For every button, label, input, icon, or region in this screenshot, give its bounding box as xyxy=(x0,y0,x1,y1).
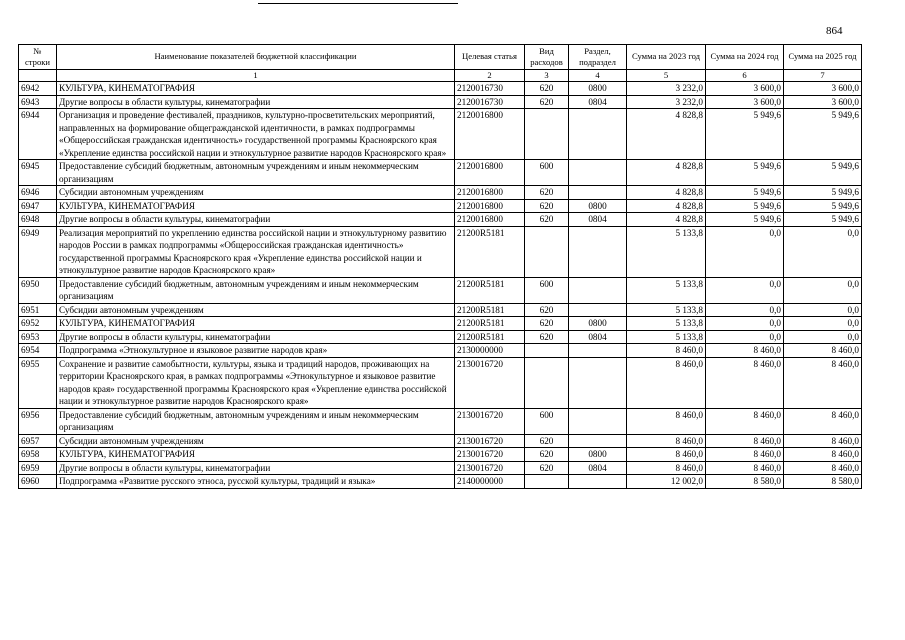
table-row xyxy=(19,357,862,408)
row-expense-type: 620 xyxy=(525,186,569,200)
row-section: 0800 xyxy=(569,317,627,331)
row-number: 6947 xyxy=(19,199,57,213)
row-section xyxy=(569,277,627,303)
row-sum-2025: 8 460,0 xyxy=(784,408,862,434)
row-target-article: 2120016800 xyxy=(455,160,525,186)
row-sum-2024: 0,0 xyxy=(706,330,784,344)
row-target-article: 2120016800 xyxy=(455,213,525,227)
row-sum-2024: 0,0 xyxy=(706,317,784,331)
row-number: 6953 xyxy=(19,330,57,344)
row-expense-type: 620 xyxy=(525,448,569,462)
header-sum-2023: Сумма на 2023 год xyxy=(627,45,706,70)
column-number: 6 xyxy=(706,70,784,82)
row-target-article: 2120016800 xyxy=(455,109,525,160)
table-row xyxy=(19,303,862,317)
table-row xyxy=(19,95,862,109)
row-target-article: 21200R5181 xyxy=(455,303,525,317)
row-section xyxy=(569,357,627,408)
column-number: 5 xyxy=(627,70,706,82)
row-sum-2025: 8 460,0 xyxy=(784,461,862,475)
row-number: 6950 xyxy=(19,277,57,303)
row-number: 6951 xyxy=(19,303,57,317)
row-sum-2025: 8 460,0 xyxy=(784,434,862,448)
row-number: 6954 xyxy=(19,344,57,358)
row-name: Субсидии автономным учреждениям xyxy=(57,434,455,448)
table-row xyxy=(19,344,862,358)
row-expense-type: 620 xyxy=(525,317,569,331)
row-target-article: 2130000000 xyxy=(455,344,525,358)
budget-table xyxy=(18,44,862,489)
row-sum-2024: 8 460,0 xyxy=(706,448,784,462)
table-row xyxy=(19,317,862,331)
row-target-article: 21200R5181 xyxy=(455,226,525,277)
row-sum-2023: 3 232,0 xyxy=(627,82,706,96)
row-name: Реализация мероприятий по укреплению единства российской нации и этнокультурному развитию народов России в рамках подпрограммы «Общероссийская гражданская идентичность» государственной программы Красноярского края «Укрепление единства российской нации и этнокультурное развитие народов Красноярского края» xyxy=(57,226,455,277)
row-sum-2023: 4 828,8 xyxy=(627,199,706,213)
row-name: Подпрограмма «Развитие русского этноса, русской культуры, традиций и языка» xyxy=(57,475,455,489)
row-section xyxy=(569,109,627,160)
row-name: Сохранение и развитие самобытности, культуры, языка и традиций народов, проживающих на территории Красноярского края, в рамках подпрограммы «Этнокультурное и языковое развитие народов края» государственной программы Красноярского края «Укрепление единства российской нации и этнокультурное развитие народов Красноярского края» xyxy=(57,357,455,408)
header-razdel: Раздел, подраздел xyxy=(569,45,627,70)
row-section xyxy=(569,475,627,489)
row-section xyxy=(569,160,627,186)
row-sum-2025: 5 949,6 xyxy=(784,109,862,160)
row-number: 6960 xyxy=(19,475,57,489)
row-sum-2024: 8 580,0 xyxy=(706,475,784,489)
row-sum-2024: 3 600,0 xyxy=(706,95,784,109)
row-sum-2023: 5 133,8 xyxy=(627,317,706,331)
header-vid: Вид расходов xyxy=(525,45,569,70)
row-target-article: 2120016800 xyxy=(455,186,525,200)
row-expense-type: 620 xyxy=(525,434,569,448)
row-target-article: 21200R5181 xyxy=(455,277,525,303)
row-name: Другие вопросы в области культуры, кинематографии xyxy=(57,330,455,344)
row-sum-2024: 8 460,0 xyxy=(706,408,784,434)
table-row xyxy=(19,213,862,227)
row-sum-2025: 3 600,0 xyxy=(784,95,862,109)
row-section: 0800 xyxy=(569,82,627,96)
row-sum-2024: 8 460,0 xyxy=(706,461,784,475)
row-name: Предоставление субсидий бюджетным, автономным учреждениям и иным некоммерческим организациям xyxy=(57,408,455,434)
row-sum-2023: 5 133,8 xyxy=(627,303,706,317)
row-sum-2024: 5 949,6 xyxy=(706,160,784,186)
row-number: 6957 xyxy=(19,434,57,448)
row-sum-2025: 5 949,6 xyxy=(784,213,862,227)
row-sum-2025: 5 949,6 xyxy=(784,199,862,213)
top-rule xyxy=(258,3,458,4)
row-sum-2023: 4 828,8 xyxy=(627,160,706,186)
table-row xyxy=(19,434,862,448)
row-number: 6949 xyxy=(19,226,57,277)
row-sum-2024: 5 949,6 xyxy=(706,109,784,160)
row-sum-2025: 5 949,6 xyxy=(784,186,862,200)
row-section xyxy=(569,186,627,200)
row-name: Другие вопросы в области культуры, кинематографии xyxy=(57,213,455,227)
row-sum-2023: 12 002,0 xyxy=(627,475,706,489)
row-section xyxy=(569,434,627,448)
table-row xyxy=(19,82,862,96)
column-number xyxy=(19,70,57,82)
row-sum-2023: 8 460,0 xyxy=(627,434,706,448)
row-expense-type: 600 xyxy=(525,408,569,434)
row-target-article: 2120016730 xyxy=(455,82,525,96)
row-name: Субсидии автономным учреждениям xyxy=(57,186,455,200)
row-expense-type: 600 xyxy=(525,160,569,186)
row-number: 6944 xyxy=(19,109,57,160)
row-sum-2024: 0,0 xyxy=(706,303,784,317)
row-sum-2023: 4 828,8 xyxy=(627,186,706,200)
row-sum-2023: 3 232,0 xyxy=(627,95,706,109)
row-number: 6952 xyxy=(19,317,57,331)
row-target-article: 2130016720 xyxy=(455,408,525,434)
row-expense-type: 620 xyxy=(525,303,569,317)
row-sum-2023: 8 460,0 xyxy=(627,461,706,475)
table-body xyxy=(19,82,862,489)
row-target-article: 2120016800 xyxy=(455,199,525,213)
row-section xyxy=(569,226,627,277)
row-name: Подпрограмма «Этнокультурное и языковое развитие народов края» xyxy=(57,344,455,358)
row-expense-type: 600 xyxy=(525,277,569,303)
table-row xyxy=(19,330,862,344)
row-number: 6959 xyxy=(19,461,57,475)
row-sum-2025: 0,0 xyxy=(784,330,862,344)
row-section: 0804 xyxy=(569,461,627,475)
header-target: Целевая статья xyxy=(455,45,525,70)
row-name: КУЛЬТУРА, КИНЕМАТОГРАФИЯ xyxy=(57,199,455,213)
row-sum-2024: 8 460,0 xyxy=(706,434,784,448)
row-sum-2023: 8 460,0 xyxy=(627,408,706,434)
table-row xyxy=(19,109,862,160)
table-row xyxy=(19,408,862,434)
row-sum-2024: 5 949,6 xyxy=(706,186,784,200)
header-row-no: № строки xyxy=(19,45,57,70)
table-row xyxy=(19,160,862,186)
row-expense-type: 620 xyxy=(525,95,569,109)
row-number: 6958 xyxy=(19,448,57,462)
table-row xyxy=(19,475,862,489)
row-sum-2024: 5 949,6 xyxy=(706,213,784,227)
table-header xyxy=(19,45,862,82)
row-section xyxy=(569,344,627,358)
table-row xyxy=(19,226,862,277)
header-sum-2025: Сумма на 2025 год xyxy=(784,45,862,70)
column-number: 7 xyxy=(784,70,862,82)
row-expense-type xyxy=(525,344,569,358)
row-number: 6948 xyxy=(19,213,57,227)
row-sum-2024: 8 460,0 xyxy=(706,357,784,408)
row-expense-type: 620 xyxy=(525,213,569,227)
column-number: 1 xyxy=(57,70,455,82)
row-number: 6942 xyxy=(19,82,57,96)
table-row xyxy=(19,461,862,475)
row-sum-2023: 5 133,8 xyxy=(627,226,706,277)
row-expense-type xyxy=(525,475,569,489)
row-number: 6945 xyxy=(19,160,57,186)
row-expense-type: 620 xyxy=(525,461,569,475)
table-row xyxy=(19,199,862,213)
row-section: 0804 xyxy=(569,213,627,227)
row-target-article: 2130016720 xyxy=(455,461,525,475)
row-name: Предоставление субсидий бюджетным, автономным учреждениям и иным некоммерческим организациям xyxy=(57,277,455,303)
row-sum-2025: 3 600,0 xyxy=(784,82,862,96)
row-section: 0800 xyxy=(569,199,627,213)
row-target-article: 2120016730 xyxy=(455,95,525,109)
row-sum-2024: 0,0 xyxy=(706,226,784,277)
row-sum-2023: 8 460,0 xyxy=(627,448,706,462)
row-expense-type xyxy=(525,226,569,277)
row-number: 6943 xyxy=(19,95,57,109)
row-expense-type xyxy=(525,109,569,160)
row-expense-type: 620 xyxy=(525,199,569,213)
row-section xyxy=(569,408,627,434)
row-section: 0800 xyxy=(569,448,627,462)
row-section: 0804 xyxy=(569,330,627,344)
row-sum-2023: 4 828,8 xyxy=(627,213,706,227)
row-sum-2023: 8 460,0 xyxy=(627,357,706,408)
row-sum-2025: 0,0 xyxy=(784,317,862,331)
row-sum-2024: 8 460,0 xyxy=(706,344,784,358)
row-sum-2025: 0,0 xyxy=(784,277,862,303)
row-name: Субсидии автономным учреждениям xyxy=(57,303,455,317)
row-number: 6946 xyxy=(19,186,57,200)
row-name: КУЛЬТУРА, КИНЕМАТОГРАФИЯ xyxy=(57,82,455,96)
header-sum-2024: Сумма на 2024 год xyxy=(706,45,784,70)
table-row xyxy=(19,186,862,200)
row-sum-2025: 8 460,0 xyxy=(784,357,862,408)
page-number: 864 xyxy=(826,25,843,37)
row-sum-2024: 3 600,0 xyxy=(706,82,784,96)
row-sum-2024: 0,0 xyxy=(706,277,784,303)
row-sum-2025: 8 460,0 xyxy=(784,448,862,462)
row-expense-type: 620 xyxy=(525,82,569,96)
row-expense-type: 620 xyxy=(525,330,569,344)
row-sum-2023: 4 828,8 xyxy=(627,109,706,160)
row-target-article: 2130016720 xyxy=(455,357,525,408)
table-row xyxy=(19,448,862,462)
row-sum-2025: 0,0 xyxy=(784,226,862,277)
row-number: 6955 xyxy=(19,357,57,408)
row-number: 6956 xyxy=(19,408,57,434)
row-sum-2025: 8 580,0 xyxy=(784,475,862,489)
row-sum-2023: 8 460,0 xyxy=(627,344,706,358)
column-number: 4 xyxy=(569,70,627,82)
row-sum-2025: 8 460,0 xyxy=(784,344,862,358)
row-expense-type xyxy=(525,357,569,408)
row-section: 0804 xyxy=(569,95,627,109)
row-name: КУЛЬТУРА, КИНЕМАТОГРАФИЯ xyxy=(57,448,455,462)
row-target-article: 21200R5181 xyxy=(455,317,525,331)
row-sum-2023: 5 133,8 xyxy=(627,277,706,303)
row-sum-2023: 5 133,8 xyxy=(627,330,706,344)
column-number: 3 xyxy=(525,70,569,82)
row-sum-2025: 0,0 xyxy=(784,303,862,317)
row-sum-2024: 5 949,6 xyxy=(706,199,784,213)
row-name: Предоставление субсидий бюджетным, автономным учреждениям и иным некоммерческим организациям xyxy=(57,160,455,186)
row-sum-2025: 5 949,6 xyxy=(784,160,862,186)
row-target-article: 2130016720 xyxy=(455,448,525,462)
row-name: Организация и проведение фестивалей, праздников, культурно-просветительских мероприятий, направленных на формирование общегражданской идентичности, в рамках подпрограммы «Общероссийская гражданская идентичность» государственной программы Красноярского края «Укрепление единства российской нации и этнокультурное развитие народов Красноярского края» xyxy=(57,109,455,160)
row-target-article: 21200R5181 xyxy=(455,330,525,344)
row-name: Другие вопросы в области культуры, кинематографии xyxy=(57,95,455,109)
column-number: 2 xyxy=(455,70,525,82)
header-name: Наименование показателей бюджетной классификации xyxy=(57,45,455,70)
row-target-article: 2130016720 xyxy=(455,434,525,448)
row-target-article: 2140000000 xyxy=(455,475,525,489)
row-name: Другие вопросы в области культуры, кинематографии xyxy=(57,461,455,475)
row-name: КУЛЬТУРА, КИНЕМАТОГРАФИЯ xyxy=(57,317,455,331)
table-row xyxy=(19,277,862,303)
row-section xyxy=(569,303,627,317)
